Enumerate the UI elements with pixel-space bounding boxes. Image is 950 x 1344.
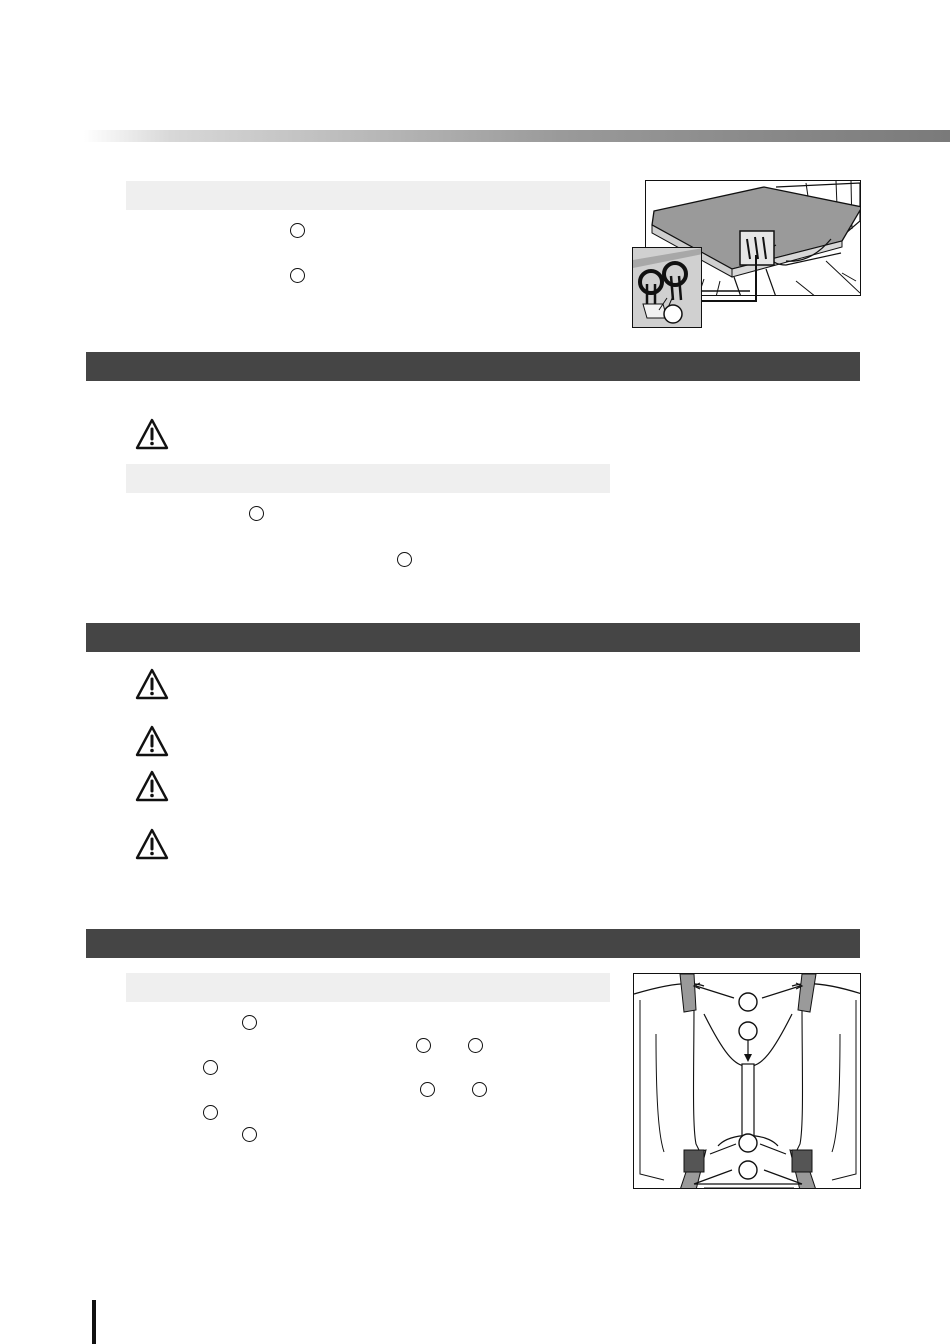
item-marker <box>416 1038 431 1053</box>
item-marker <box>249 506 264 521</box>
item-marker <box>203 1060 218 1075</box>
header-rule <box>84 130 950 142</box>
warning-triangle-icon <box>135 418 169 450</box>
subheading-bar <box>126 464 610 493</box>
warning-triangle-icon <box>135 828 169 860</box>
section-heading-bar <box>86 929 860 958</box>
item-marker <box>468 1038 483 1053</box>
item-marker <box>472 1082 487 1097</box>
warning-triangle-icon <box>135 770 169 802</box>
item-marker <box>203 1105 218 1120</box>
page-edge-mark <box>92 1300 96 1344</box>
item-marker <box>290 223 305 238</box>
inset-connector <box>700 255 760 305</box>
item-marker <box>242 1127 257 1142</box>
section-heading-bar <box>86 623 860 652</box>
item-marker <box>290 268 305 283</box>
section-heading-bar <box>86 352 860 381</box>
item-marker <box>420 1082 435 1097</box>
subheading-bar <box>126 181 610 210</box>
item-marker <box>242 1015 257 1030</box>
warning-triangle-icon <box>135 725 169 757</box>
warning-triangle-icon <box>135 668 169 700</box>
harness-illustration <box>633 973 861 1189</box>
subheading-bar <box>126 973 610 1002</box>
item-marker <box>397 552 412 567</box>
latch-inset-illustration <box>632 247 702 328</box>
